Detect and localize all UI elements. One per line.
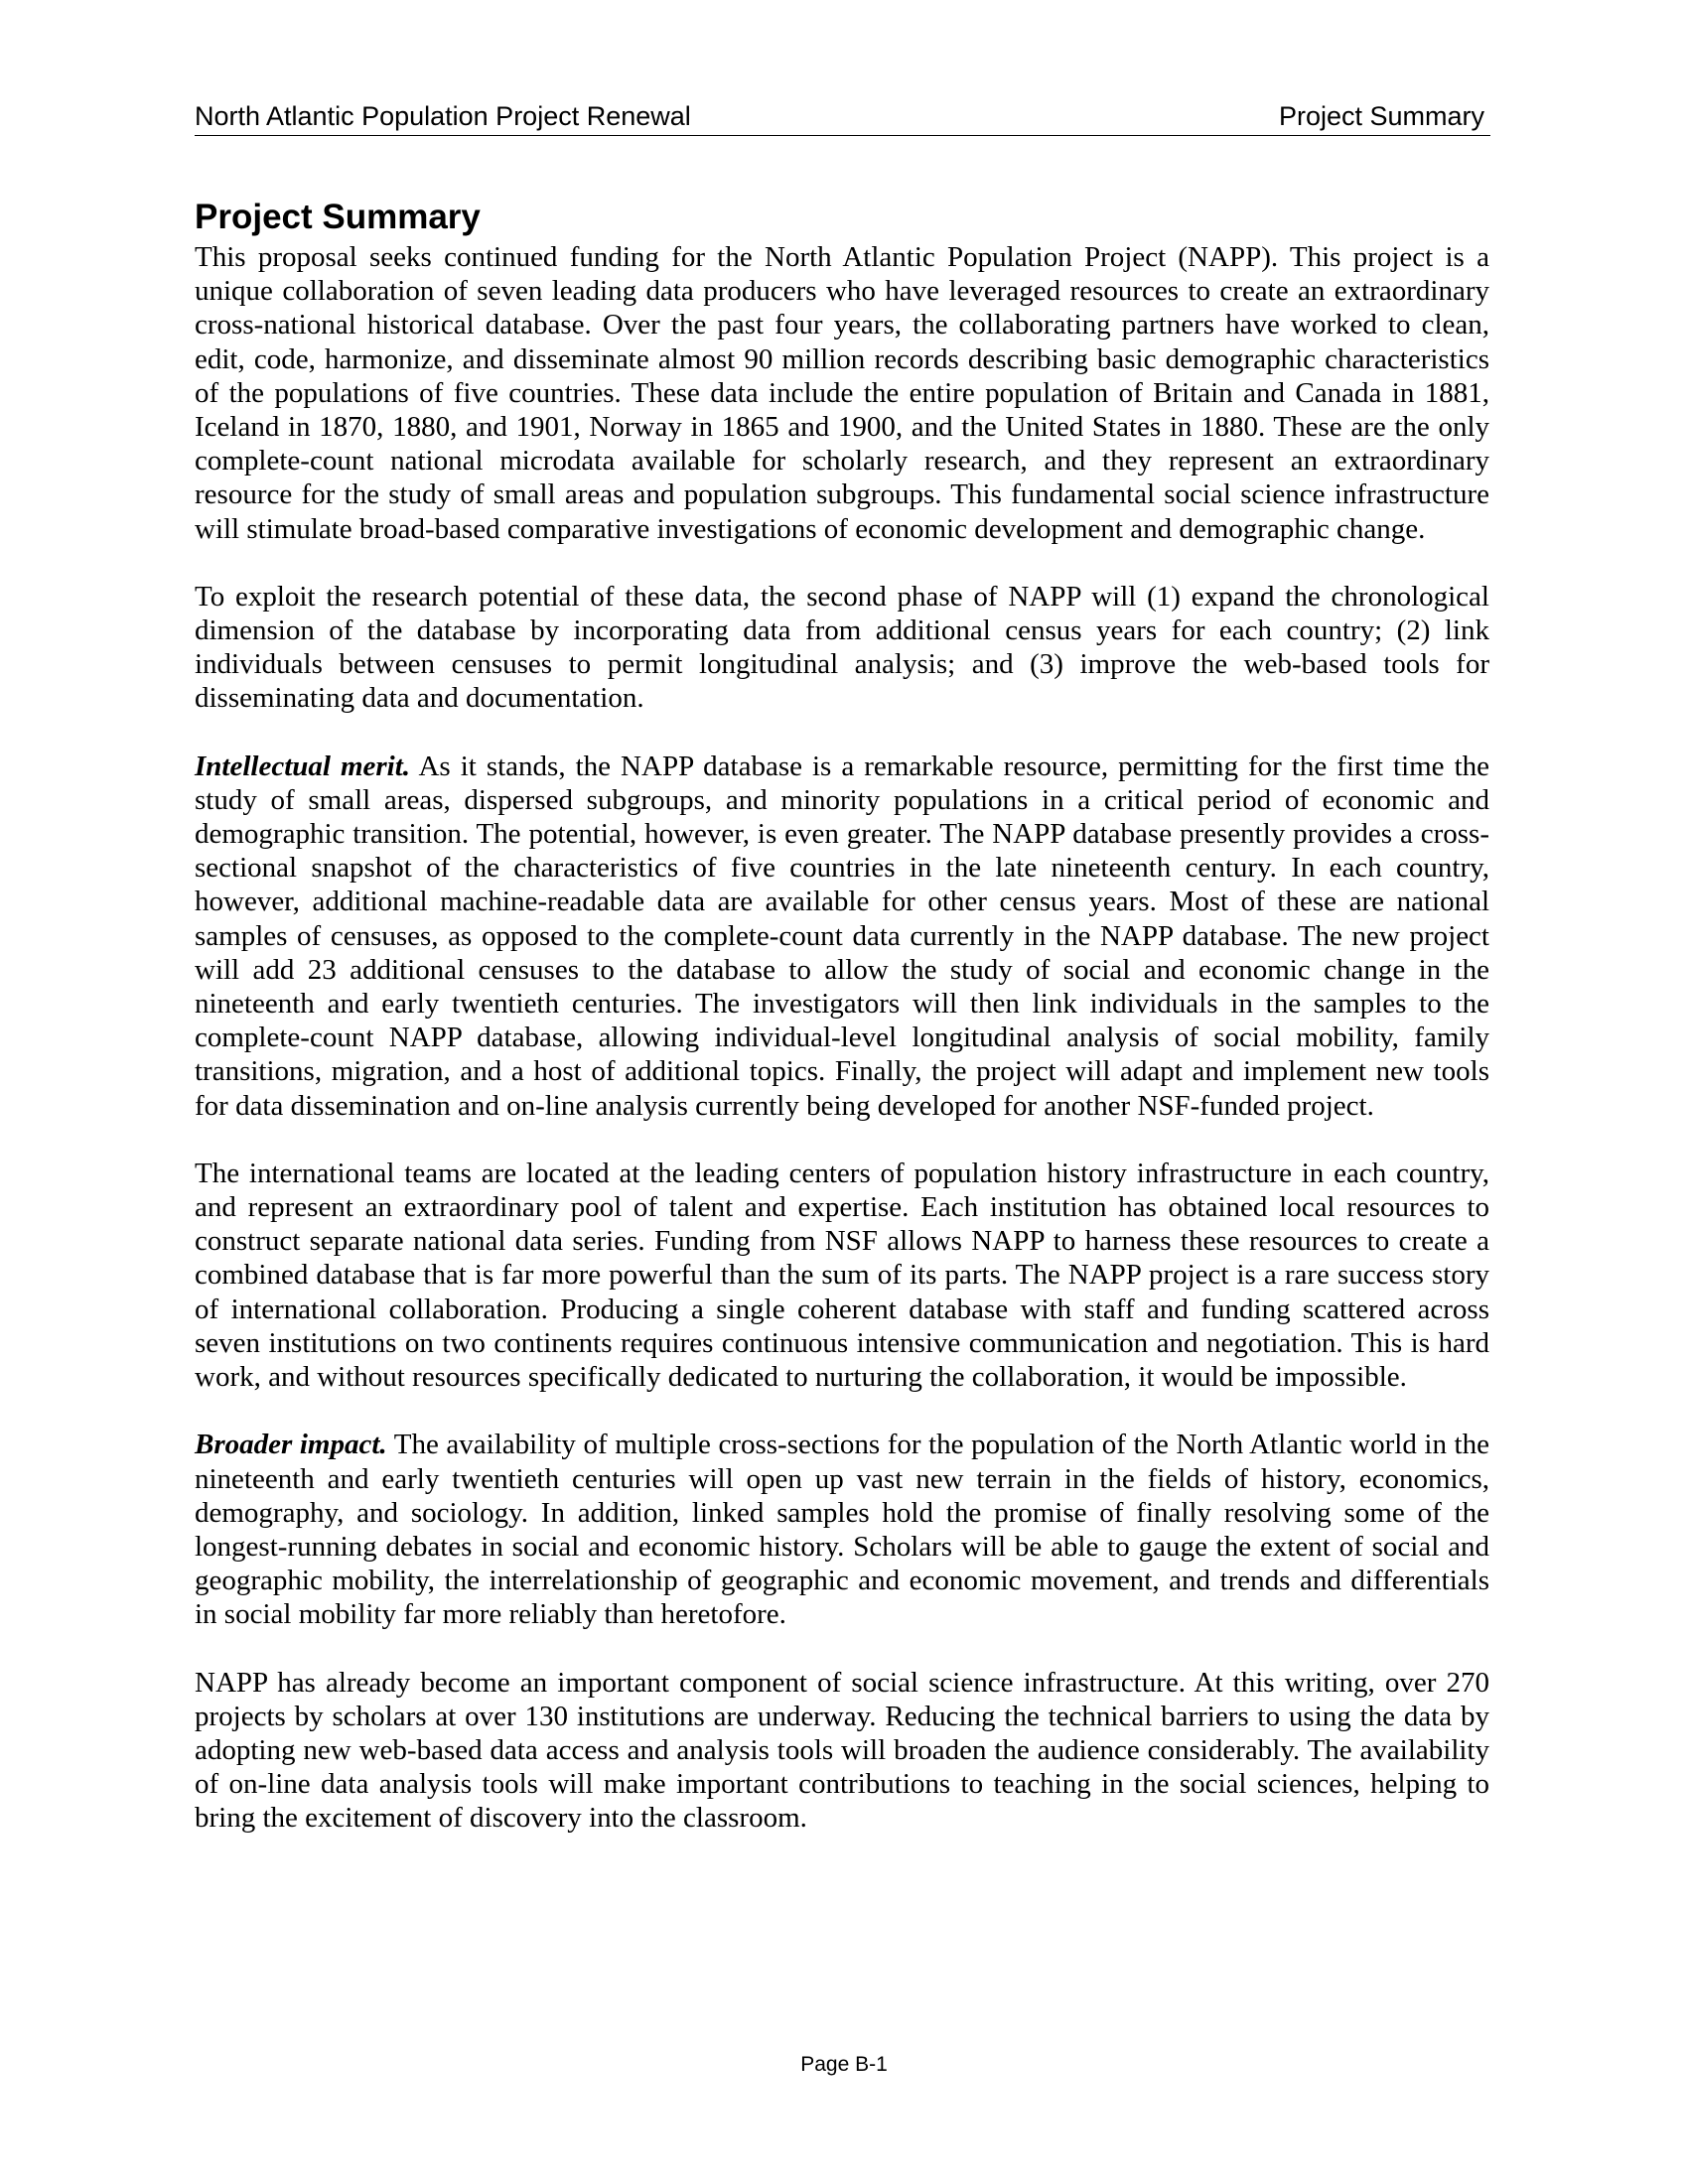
paragraph-text: As it stands, the NAPP database is a remarkable resource, permitting for the first time the study of small areas, dispersed subgroups, and minority populations in a critical period of economic and demographic transition. The potential, however, is even greater. The NAPP database presently provides a cross-sectional snapshot of the characteristics of five countries in the late nineteenth century. In each country, however, additional machine-readable data are available for other census years. Most of these are national samples of censuses, as opposed to the complete-count data currently in the NAPP database. The new project will add 23 additional censuses to the database to allow the study of social and economic change in the nineteenth and early twentieth centuries. The investigators will then link individuals in the samples to the complete-count NAPP database, allowing individual-level longitudinal analysis of social mobility, family transitions, migration, and a host of additional topics. Finally, the project will adapt and implement new tools for data dissemination and on-line analysis currently being developed for another NSF-funded project. [195,750,1489,1122]
paragraph-overview [195,240,1489,546]
page-body [195,195,1489,1869]
paragraph-text: The international teams are located at the leading centers of population history infrastructure in each country, and represent an extraordinary pool of talent and expertise. Each institution has obtained local resources to construct separate national data series. Funding from NSF allows NAPP to harness these resources to create a combined database that is far more powerful than the sum of its parts. The NAPP project is a rare success story of international collaboration. Producing a single coherent database with staff and funding scattered across seven institutions on two continents requires continuous intensive communication and negotiation. This is hard work, and without resources specifically dedicated to nurturing the collaboration, it would be impossible. [195,1157,1489,1394]
paragraph-intellectual-merit [195,750,1489,1123]
paragraph-international-teams [195,1157,1489,1394]
page-footer [0,2052,1688,2078]
paragraph-broader-impact [195,1428,1489,1631]
paragraph-text: This proposal seeks continued funding for the North Atlantic Population Project (NAPP). This project is a unique collaboration of seven leading data producers who have leveraged resources to create an extraordinary cross-national historical database. Over the past four years, the collaborating partners have worked to clean, edit, code, harmonize, and disseminate almost 90 million records describing basic demographic characteristics of the populations of five countries. These data include the entire population of Britain and Canada in 1881, Iceland in 1870, 1880, and 1901, Norway in 1865 and 1900, and the United States in 1880. These are the only complete-count national microdata available for scholarly research, and they represent an extraordinary resource for the study of small areas and population subgroups. This fundamental social science infrastructure will stimulate broad-based comparative investigations of economic development and demographic change. [195,241,1489,545]
page-number: Page B-1 [800,2053,888,2076]
page-header [195,97,1490,136]
paragraph-text: The availability of multiple cross-sections for the population of the North Atlantic world in the nineteenth and early twentieth centuries will open up vast new terrain in the fields of history, economics, demography, and sociology. In addition, linked samples hold the promise of finally resolving some of the longest-running debates in social and economic history. Scholars will be able to gauge the extent of social and geographic mobility, the interrelationship of geographic and economic movement, and trends and differentials in social mobility far more reliably than heretofore. [195,1429,1489,1631]
paragraph-phase-two [195,580,1489,716]
section-heading: Project Summary [195,198,481,236]
header-document-title: North Atlantic Population Project Renewal [195,101,691,131]
header-section-title: Project Summary [1278,101,1484,131]
paragraph-lead-in: Broader impact. [195,1429,387,1461]
paragraph-infrastructure [195,1666,1489,1836]
paragraph-lead-in: Intellectual merit. [195,750,411,782]
paragraph-text: To exploit the research potential of these data, the second phase of NAPP will (1) expand the chronological dimension of the database by incorporating data from additional census years for each country; (2) link individuals between censuses to permit longitudinal analysis; and (3) improve the web-based tools for disseminating data and documentation. [195,580,1489,715]
paragraph-text: NAPP has already become an important component of social science infrastructure. At this writing, over 270 projects by scholars at over 130 institutions are underway. Reducing the technical barriers to using the data by adopting new web-based data access and analysis tools will broaden the audience considerably. The availability of on-line data analysis tools will make important contributions to teaching in the social sciences, helping to bring the excitement of discovery into the classroom. [195,1666,1489,1835]
